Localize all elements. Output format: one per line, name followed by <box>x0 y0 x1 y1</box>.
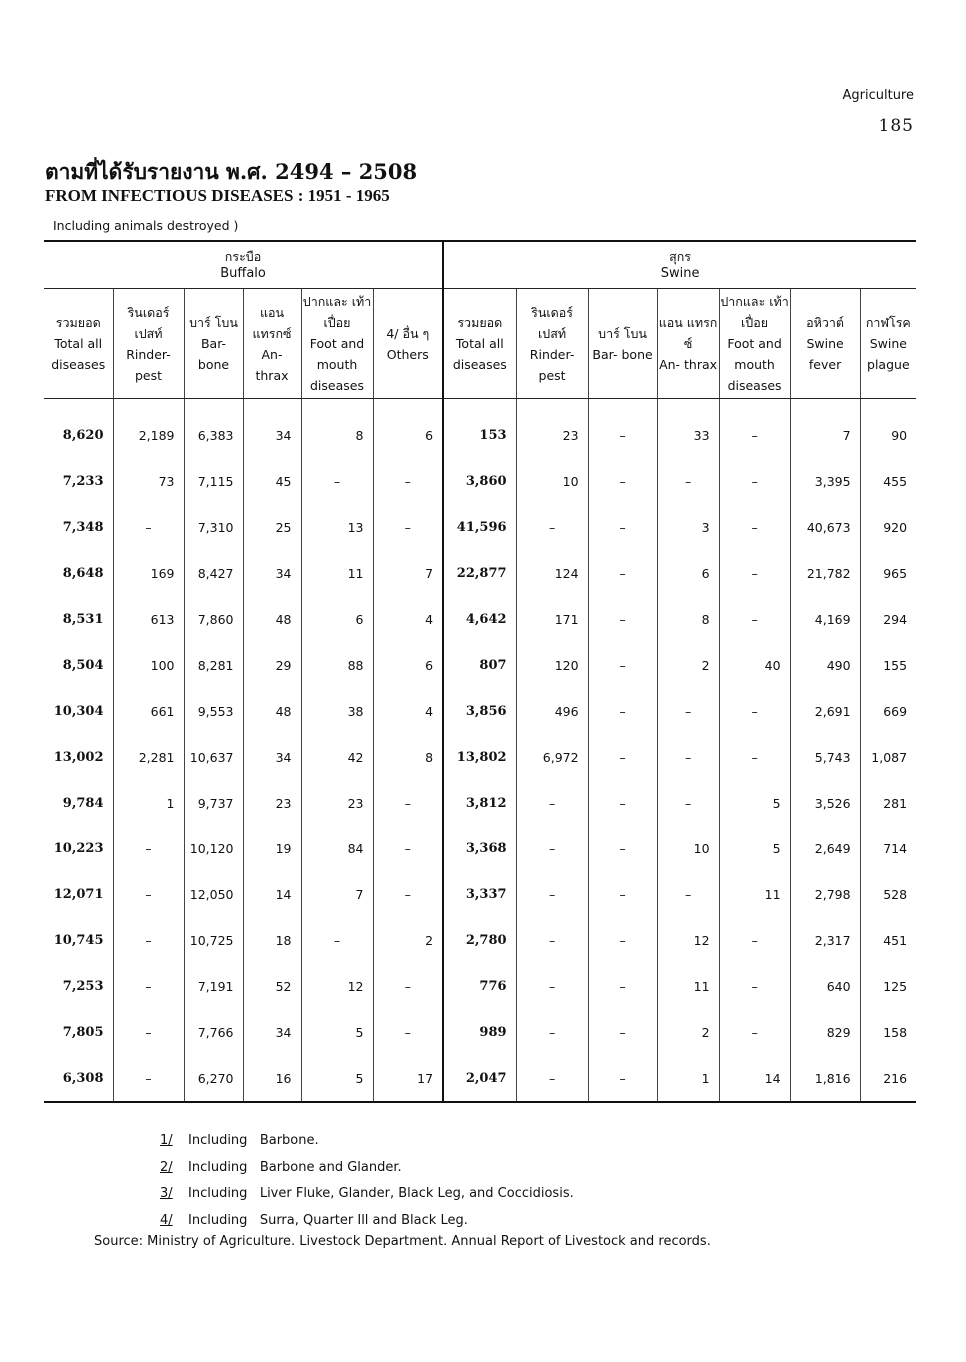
column-header-english: An- thrax <box>255 346 289 383</box>
spacer-cell <box>373 399 443 414</box>
table-cell: 100 <box>113 642 184 688</box>
column-header-thai: รวมยอด <box>55 315 101 330</box>
table-cell: 4,169 <box>790 597 860 643</box>
table-cell: 7,860 <box>184 597 243 643</box>
table-cell: 10 <box>516 459 588 505</box>
column-header-thai: อหิวาต์ <box>806 315 845 330</box>
table-cell: – <box>657 688 719 734</box>
table-cell: 8,648 <box>62 566 104 582</box>
column-header <box>301 289 373 399</box>
table-cell: 12 <box>657 918 719 964</box>
table-cell: 12,071 <box>53 887 104 903</box>
column-header-english: Foot and mouth diseases <box>727 336 782 393</box>
table-cell: 5 <box>719 780 790 826</box>
table-cell: 965 <box>860 551 916 597</box>
table-cell: – <box>588 872 657 918</box>
table-cell: 3,337 <box>443 872 516 918</box>
table-cell: – <box>719 551 790 597</box>
table-cell: – <box>516 872 588 918</box>
footnote <box>160 1128 574 1155</box>
table-cell: 45 <box>243 459 301 505</box>
table-cell: – <box>113 872 184 918</box>
column-header <box>719 289 790 399</box>
table-cell: – <box>113 1055 184 1102</box>
table-cell: 2,281 <box>113 734 184 780</box>
table-cell: 6,270 <box>184 1055 243 1102</box>
table-cell: 6,972 <box>516 734 588 780</box>
table-row <box>44 918 916 964</box>
spacer-cell <box>860 399 916 414</box>
column-header <box>44 289 113 399</box>
table-cell: – <box>301 459 373 505</box>
table-cell: 10,745 <box>53 933 104 949</box>
footnote-mark: 4/ <box>160 1212 173 1228</box>
table-cell: 6 <box>657 551 719 597</box>
table-cell: 84 <box>301 826 373 872</box>
table-cell: 2,047 <box>443 1055 516 1102</box>
table-cell: – <box>719 459 790 505</box>
table-cell: – <box>657 459 719 505</box>
table-cell: 5 <box>301 1010 373 1056</box>
table-cell: 6,383 <box>184 413 243 459</box>
column-header <box>373 289 443 399</box>
table-cell: – <box>373 964 443 1010</box>
column-header-english: Rinder- pest <box>529 346 575 383</box>
table-cell: – <box>588 642 657 688</box>
spacer-row <box>44 399 916 414</box>
table-cell: 7 <box>301 872 373 918</box>
table-cell: 13 <box>301 505 373 551</box>
table-cell: – <box>719 505 790 551</box>
spacer-cell <box>243 399 301 414</box>
column-header-thai: 4/ อื่น ๆ <box>386 325 430 341</box>
table-cell: – <box>588 459 657 505</box>
table-cell: – <box>516 826 588 872</box>
table-cell: 11 <box>657 964 719 1010</box>
footnote-text: Including Barbone. <box>188 1133 319 1148</box>
spacer-cell <box>301 399 373 414</box>
column-header-english: Total all diseases <box>452 336 507 372</box>
footnote-text: Including Surra, Quarter Ill and Black Leg. <box>188 1212 468 1228</box>
table-cell: 23 <box>243 780 301 826</box>
spacer-cell <box>588 399 657 414</box>
column-header-thai: ปากและ เท้าเปื่อย <box>720 294 789 330</box>
column-header-thai: กาฬโรค <box>865 315 911 330</box>
table-cell: 3,526 <box>790 780 860 826</box>
table-row <box>44 826 916 872</box>
table-cell: 2 <box>373 918 443 964</box>
table-cell: 2 <box>657 642 719 688</box>
column-header <box>184 289 243 399</box>
column-header <box>516 289 588 399</box>
column-header-thai: บาร์ โบน <box>189 315 238 330</box>
table-cell: 989 <box>443 1010 516 1056</box>
table-row <box>44 1010 916 1056</box>
table-cell: 171 <box>516 597 588 643</box>
table-row <box>44 1055 916 1102</box>
table-cell: 5 <box>719 826 790 872</box>
table-cell: 34 <box>243 551 301 597</box>
table-cell: 294 <box>860 597 916 643</box>
table-cell: 34 <box>243 1010 301 1056</box>
table-cell: 22,877 <box>443 551 516 597</box>
column-header-english: Swine fever <box>806 336 844 372</box>
table-cell: 40 <box>719 642 790 688</box>
table-cell: – <box>516 780 588 826</box>
table-cell: 1 <box>113 780 184 826</box>
table-row <box>44 459 916 505</box>
table-cell: 2 <box>657 1010 719 1056</box>
table-cell: 6 <box>301 597 373 643</box>
table-body <box>44 399 916 1103</box>
table-cell: 3,860 <box>443 459 516 505</box>
group-header-swine <box>443 241 916 289</box>
column-header-english: Swine plague <box>867 336 910 372</box>
table-cell: 528 <box>860 872 916 918</box>
column-header <box>588 289 657 399</box>
table-cell: 158 <box>860 1010 916 1056</box>
table-cell: – <box>588 413 657 459</box>
table-cell: 1,087 <box>860 734 916 780</box>
table-row <box>44 505 916 551</box>
table-cell: 19 <box>243 826 301 872</box>
table-cell: 6,308 <box>44 1055 113 1102</box>
table-cell: 8,504 <box>62 657 104 673</box>
table-cell: 10,725 <box>184 918 243 964</box>
table-cell: 5 <box>301 1055 373 1102</box>
table-row <box>44 872 916 918</box>
table-cell: 7,766 <box>184 1010 243 1056</box>
table-cell: 10,120 <box>184 826 243 872</box>
table-cell: 29 <box>243 642 301 688</box>
table-cell: – <box>516 964 588 1010</box>
table-cell: 3,856 <box>443 688 516 734</box>
table-cell: 8 <box>301 413 373 459</box>
table-cell: 2,691 <box>790 688 860 734</box>
table-row <box>44 413 916 459</box>
column-header-english: Rinder- pest <box>126 346 171 383</box>
table-cell: – <box>113 964 184 1010</box>
footnote-mark: 2/ <box>160 1159 173 1175</box>
column-header <box>243 289 301 399</box>
table-cell: – <box>588 1055 657 1102</box>
table-cell: 8 <box>373 734 443 780</box>
table-cell: – <box>516 505 588 551</box>
column-header <box>657 289 719 399</box>
table-cell: 4 <box>373 597 443 643</box>
column-header-english: Others <box>386 346 429 362</box>
table-cell: 38 <box>301 688 373 734</box>
table-cell: 41,596 <box>443 505 516 551</box>
spacer-cell <box>184 399 243 414</box>
table-cell: 281 <box>860 780 916 826</box>
table-cell: – <box>719 1010 790 1056</box>
table-cell: – <box>516 918 588 964</box>
table-cell: 120 <box>516 642 588 688</box>
table-row <box>44 734 916 780</box>
table-cell: – <box>113 505 184 551</box>
table-cell: 8,427 <box>184 551 243 597</box>
table-cell: 7,310 <box>184 505 243 551</box>
table-cell: 8,281 <box>184 642 243 688</box>
spacer-cell <box>44 399 113 414</box>
group-label-thai: กระบือ <box>224 249 262 264</box>
table-cell: 48 <box>243 688 301 734</box>
column-header <box>113 289 184 399</box>
table-cell: 7,191 <box>184 964 243 1010</box>
table-cell: 11 <box>301 551 373 597</box>
group-label-english: Swine <box>660 266 700 281</box>
table-cell: 34 <box>243 413 301 459</box>
table-cell: 48 <box>243 597 301 643</box>
table-row <box>44 597 916 643</box>
table-cell: 52 <box>243 964 301 1010</box>
table-row <box>44 642 916 688</box>
spacer-cell <box>113 399 184 414</box>
table-cell: 6 <box>373 413 443 459</box>
page-title-thai: ตามที่ได้รับรายงาน พ.ศ. 2494 – 2508 <box>45 159 418 184</box>
table-cell: 9,553 <box>184 688 243 734</box>
table-cell: 169 <box>113 551 184 597</box>
spacer-cell <box>657 399 719 414</box>
column-header-english: Total all diseases <box>51 336 106 372</box>
table-cell: 8,531 <box>62 612 104 627</box>
table-cell: 5,743 <box>790 734 860 780</box>
table-cell: – <box>373 1010 443 1056</box>
table-cell: 496 <box>516 688 588 734</box>
table-cell: – <box>588 826 657 872</box>
disease-statistics-table <box>44 240 916 1103</box>
spacer-cell <box>719 399 790 414</box>
spacer-cell <box>516 399 588 414</box>
table-cell: 3 <box>657 505 719 551</box>
table-cell: 14 <box>243 872 301 918</box>
table-cell: 455 <box>860 459 916 505</box>
table-cell: – <box>719 734 790 780</box>
section-label: Agriculture <box>842 88 914 103</box>
table-cell: – <box>588 964 657 1010</box>
table-row <box>44 780 916 826</box>
table-cell: 7,233 <box>62 474 104 490</box>
table-cell: 807 <box>443 642 516 688</box>
table-cell: – <box>719 413 790 459</box>
table-cell: 155 <box>860 642 916 688</box>
table-cell: 669 <box>860 688 916 734</box>
table-cell: 12 <box>301 964 373 1010</box>
table-cell: – <box>657 872 719 918</box>
table-cell: – <box>719 597 790 643</box>
table-cell: 34 <box>243 734 301 780</box>
table-cell: – <box>588 918 657 964</box>
table-cell: 17 <box>373 1055 443 1102</box>
table-cell: 23 <box>301 780 373 826</box>
column-header-thai: แอน แทรกซ์ <box>658 315 718 351</box>
table-cell: 10 <box>657 826 719 872</box>
footnote-text: Including Barbone and Glander. <box>188 1159 402 1175</box>
table-cell: 2,798 <box>790 872 860 918</box>
group-header-row <box>44 241 916 289</box>
column-header <box>790 289 860 399</box>
table-cell: 490 <box>790 642 860 688</box>
table-cell: 153 <box>443 413 516 459</box>
table-cell: 7,348 <box>62 520 104 536</box>
table-cell: – <box>113 1010 184 1056</box>
table-cell: 14 <box>719 1055 790 1102</box>
footnote <box>160 1208 574 1235</box>
column-header-thai: แอน แทรกซ์ <box>252 304 292 341</box>
table-cell: – <box>373 872 443 918</box>
table-cell: 3,368 <box>443 826 516 872</box>
column-header <box>443 289 516 399</box>
table-cell: 16 <box>243 1055 301 1102</box>
table-cell: – <box>588 1010 657 1056</box>
table-cell: 1,816 <box>790 1055 860 1102</box>
table-cell: – <box>588 734 657 780</box>
table-cell: 1 <box>657 1055 719 1102</box>
column-header <box>860 289 916 399</box>
table-cell: – <box>719 918 790 964</box>
table-cell: 13,802 <box>443 734 516 780</box>
group-label-thai: สุกร <box>669 249 692 264</box>
table-cell: 11 <box>719 872 790 918</box>
table-cell: 7,805 <box>62 1025 104 1041</box>
page-number: 185 <box>878 116 914 136</box>
spacer-cell <box>443 399 516 414</box>
footnote-mark: 1/ <box>160 1133 173 1148</box>
table-cell: – <box>113 918 184 964</box>
table-cell: 2,317 <box>790 918 860 964</box>
table-cell: 4,642 <box>443 597 516 643</box>
column-header-english: Foot and mouth diseases <box>309 336 365 393</box>
table-cell: – <box>588 551 657 597</box>
table-cell: 216 <box>860 1055 916 1102</box>
column-header-thai: รินเดอร์ เปสท์ <box>127 304 170 341</box>
table-cell: 13,002 <box>53 749 104 765</box>
group-label-english: Buffalo <box>220 266 266 281</box>
table-cell: 40,673 <box>790 505 860 551</box>
table-cell: 7,253 <box>62 979 104 995</box>
table-cell: – <box>588 597 657 643</box>
table-cell: 10,223 <box>53 841 104 857</box>
table-cell: 2,649 <box>790 826 860 872</box>
table-cell: 613 <box>113 597 184 643</box>
column-header-thai: รินเดอร์ เปสท์ <box>531 304 573 341</box>
table-cell: 23 <box>516 413 588 459</box>
table-cell: 42 <box>301 734 373 780</box>
table-row <box>44 688 916 734</box>
table-cell: 661 <box>113 688 184 734</box>
table-cell: 776 <box>443 964 516 1010</box>
column-header-thai: รวมยอด <box>457 315 503 330</box>
table-cell: 920 <box>860 505 916 551</box>
table-cell: 4 <box>373 688 443 734</box>
table-cell: 8 <box>657 597 719 643</box>
table-cell: 829 <box>790 1010 860 1056</box>
source-note: Source: Ministry of Agriculture. Livestock Department. Annual Report of Livestock and records. <box>94 1234 711 1249</box>
table-cell: 2,189 <box>113 413 184 459</box>
table-cell: 2,780 <box>443 918 516 964</box>
table-cell: – <box>657 780 719 826</box>
table-cell: – <box>373 459 443 505</box>
table-cell: 3,395 <box>790 459 860 505</box>
table-cell: 9,737 <box>184 780 243 826</box>
table-cell: 124 <box>516 551 588 597</box>
table-cell: 10,304 <box>53 703 104 719</box>
table-cell: 714 <box>860 826 916 872</box>
table-cell: – <box>373 780 443 826</box>
table-cell: – <box>516 1010 588 1056</box>
table-cell: 33 <box>657 413 719 459</box>
table-cell: – <box>588 688 657 734</box>
table-cell: 9,784 <box>62 795 104 811</box>
table-cell: 125 <box>860 964 916 1010</box>
column-header-thai: ปากและ เท้าเปื่อย <box>302 294 372 330</box>
footnote-mark: 3/ <box>160 1186 173 1201</box>
table-row <box>44 964 916 1010</box>
table-cell: 73 <box>113 459 184 505</box>
column-header-row <box>44 289 916 399</box>
table-cell: – <box>113 826 184 872</box>
footnote <box>160 1155 574 1182</box>
table-row <box>44 551 916 597</box>
spacer-cell <box>790 399 860 414</box>
table-cell: 88 <box>301 642 373 688</box>
table-cell: 21,782 <box>790 551 860 597</box>
table-cell: – <box>719 964 790 1010</box>
footnote <box>160 1181 574 1208</box>
table-cell: – <box>588 780 657 826</box>
table-cell: 451 <box>860 918 916 964</box>
table-cell: 10,637 <box>184 734 243 780</box>
footnote-text: Including Liver Fluke, Glander, Black Leg, and Coccidiosis. <box>188 1186 574 1201</box>
table-cell: 6 <box>373 642 443 688</box>
table-cell: – <box>516 1055 588 1102</box>
table-cell: 12,050 <box>184 872 243 918</box>
table-cell: 18 <box>243 918 301 964</box>
table-cell: 7 <box>373 551 443 597</box>
table-cell: – <box>657 734 719 780</box>
table-cell: 640 <box>790 964 860 1010</box>
column-header-english: Bar- bone <box>197 336 230 372</box>
page-title-english: FROM INFECTIOUS DISEASES : 1951 - 1965 <box>45 186 390 205</box>
column-header-thai: บาร์ โบน <box>598 325 647 341</box>
table-cell: – <box>588 505 657 551</box>
table-cell: 25 <box>243 505 301 551</box>
table-cell: 90 <box>860 413 916 459</box>
footnotes <box>160 1128 574 1234</box>
table-cell: 8,620 <box>62 428 104 444</box>
group-header-buffalo <box>44 241 443 289</box>
table-cell: – <box>373 505 443 551</box>
table-cell: – <box>301 918 373 964</box>
table-cell: – <box>373 826 443 872</box>
column-header-english: Bar- bone <box>592 346 653 362</box>
table-cell: – <box>719 688 790 734</box>
page-subtitle: Including animals destroyed ) <box>53 218 239 233</box>
column-header-english: An- thrax <box>659 357 718 372</box>
table-cell: 7,115 <box>184 459 243 505</box>
table-cell: 7 <box>790 413 860 459</box>
table-cell: 3,812 <box>443 780 516 826</box>
